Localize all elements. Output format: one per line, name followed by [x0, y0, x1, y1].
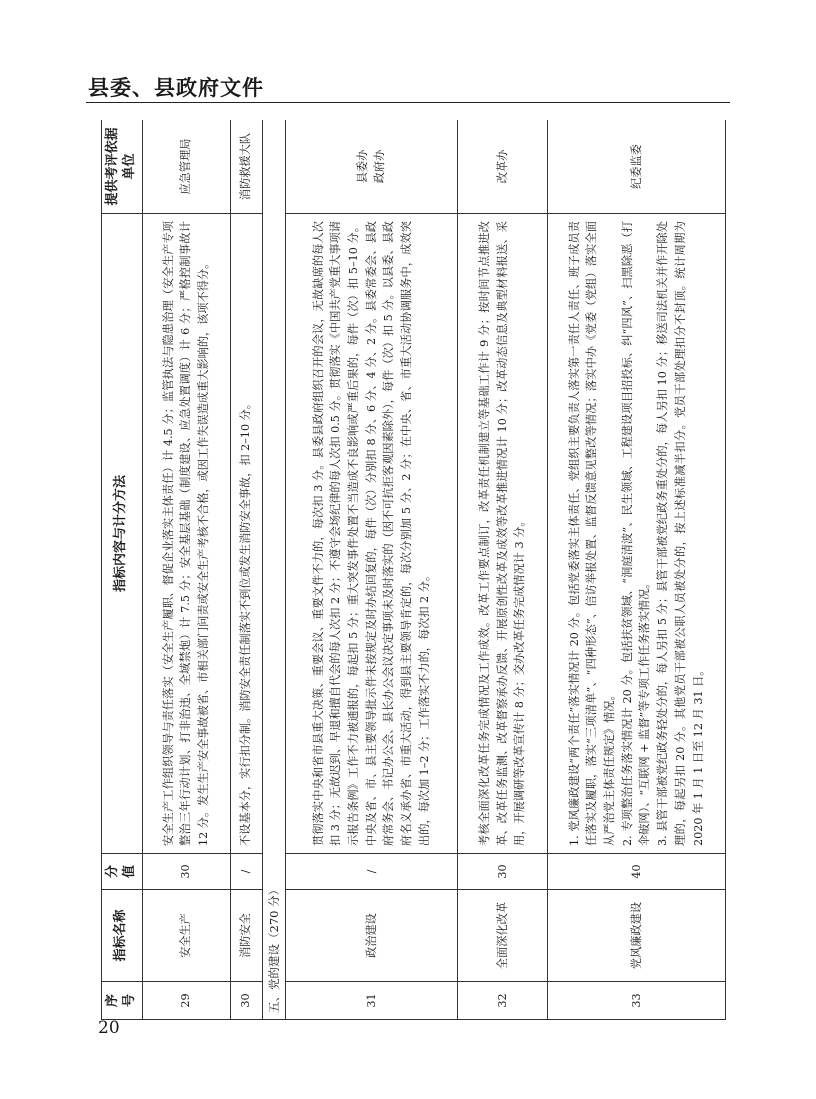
- row-no: 32: [457, 982, 547, 1020]
- row-no: 29: [142, 982, 230, 1020]
- header-content: 指标内容与计分方法: [102, 214, 143, 854]
- rotated-table-container: [101, 120, 726, 1020]
- row-content: 贯彻落实中央和省市县重大决策、重要会议、重要文件不力的，每次扣 3 分。县委县政府组织召开的会议，无故缺席的每人次扣 3 分；无故迟到、早退和擅自代会的每人次扣 2 分；不遵守会场纪律的每人次扣 0.5 分。贯彻落实《中国共产党重大事项请示报告条例》工作不力被通报的，每起扣 5 分；重大突发事件处置不当造成不良影响或严重后果的，每件（次）扣 5–10 分。中央及省、市、县主要领导批示件未按规定及时办结回复的，每件（次）分别扣 8 分、6 分、4 分、2 分。县委常委会、县政府常务会、书记办公会、县长办公会议决定事项未及时落实的（因不可抗拒客观因素除外），每件（次）扣 5 分。以县委、县政府名义承办省、市重大活动，得到县主要领导肯定的，每次分别加 5 分、2 分；在中央、省、市重大活动协调服务中，成效突出的，每次加 1–2 分；工作落实不力的，每次扣 2 分。: [285, 214, 457, 854]
- row-unit: 改革办: [457, 120, 547, 214]
- row-name: 消防安全: [230, 890, 262, 982]
- row-content: 考核全面深化改革任务完成情况及工作成效。改革工作要点制订，改革责任机制建立等基础工作计 9 分；按时间节点推进改革、改革任务监测、改革督察承办反馈、开展原创性改革及成效等改革推进情况计 10 分；改革动态信息及典型材料报送、采用，开展调研等改革宣传计 8 分；交办改革任务完成情况计 3 分。: [457, 214, 547, 854]
- row-no: 33: [547, 982, 725, 1020]
- row-content: 安全生产工作组织领导与责任落实（安全生产履职、督促企业落实主体责任）计 4.5 分；监管执法与隐患治理（安全生产专项整治三年行动计划、打非治违、全域禁炮）计 7.5 分；安全基层基础（制度建设、应急处置调度）计 6 分；严格控制事故计 12 分。发生生产安全事故被省、市相关部门问责或安全生产考核不合格，或因工作失误造成重大影响的，该项不得分。: [142, 214, 230, 854]
- row-unit: 县委办 政府办: [285, 120, 457, 214]
- row-unit: 纪委监委: [547, 120, 725, 214]
- row-content: 不设基本分，实行扣分制。消防安全责任制落实不到位或发生消防安全事故，扣 2–10 分。: [230, 214, 262, 854]
- table-row: [230, 120, 262, 1020]
- row-name: 政治建设: [285, 890, 457, 982]
- table-row: [547, 120, 725, 1020]
- row-name: 安全生产: [142, 890, 230, 982]
- row-name: 全面深化改革: [457, 890, 547, 982]
- row-score: 30: [457, 854, 547, 890]
- section-title: 五、党的建设（270 分）: [262, 120, 285, 1020]
- table-row: [457, 120, 547, 1020]
- row-unit: 消防救援大队: [230, 120, 262, 214]
- row-score: 30: [142, 854, 230, 890]
- row-score: 40: [547, 854, 725, 890]
- row-score: /: [285, 854, 457, 890]
- row-no: 31: [285, 982, 457, 1020]
- row-no: 30: [230, 982, 262, 1020]
- header-unit: 提供考评依据单位: [102, 120, 143, 214]
- header-no: 序号: [102, 982, 143, 1020]
- table-row: [142, 120, 230, 1020]
- page-number: 20: [98, 1018, 120, 1038]
- header-name: 指标名称: [102, 890, 143, 982]
- rotated-table: [101, 120, 726, 1020]
- row-content: 1. 党风廉政建设“两个责任”落实情况计 20 分。包括党委落实主体责任、党组织主要负责人落实第一责任人责任、班子成员责任落实及履职，落实“三项清单”、“四种形态”、信访举报处置、监督反馈意见整改等情况；落实中办《党委（党组）落实全面从严治党主体责任规定》情况。 2. 专项整治任务落实情况计 20 分。包括扶贫领域、“洞庭清波”、民生领域、工程建设项目招投标、纠“四风”、扫黑除恶（打伞破网）、“互联网 + 监督”等专项工作任务落实情况。 3. 县管干部被党纪政务轻处分的，每人另扣 5 分；县管干部被党纪政务重处分的，每人另扣 10 分；移送司法机关并作开除处理的，每起另扣 20 分。其他党员干部被公职人员被处分的，按上述标准减半扣分。党员干部处理扣分不封顶。统计周期为 2020 年 1 月 1 日至 12 月 31 日。: [547, 214, 725, 854]
- header-rule: [86, 102, 730, 103]
- table-header-row: [102, 120, 143, 1020]
- header-score: 分值: [102, 854, 143, 890]
- table-row: [285, 120, 457, 1020]
- row-name: 党风廉政建设: [547, 890, 725, 982]
- section-row: [262, 120, 285, 1020]
- indicator-table: [101, 120, 726, 1020]
- document-header-title: 县委、县政府文件: [88, 75, 264, 100]
- row-unit: 应急管理局: [142, 120, 230, 214]
- row-score: /: [230, 854, 262, 890]
